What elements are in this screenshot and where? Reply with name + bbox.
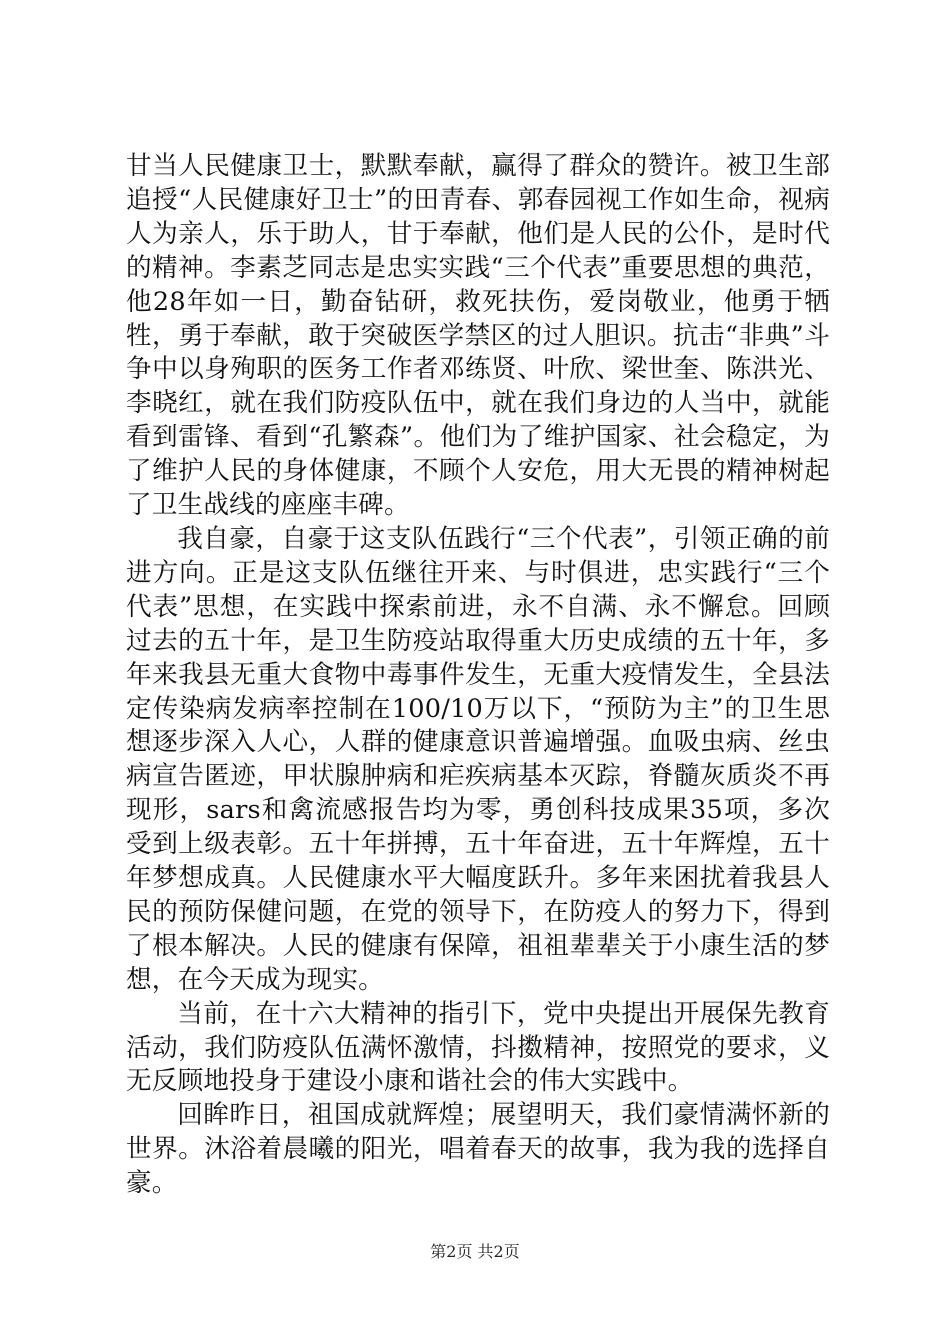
- document-body: [126, 150, 830, 1201]
- page-footer: [0, 1242, 950, 1262]
- paragraph-2: 我自豪，自豪于这支队伍践行“三个代表”，引领正确的前进方向。正是这支队伍继往开来、与时俱进，忠实践行“三个代表”思想，在实践中探索前进，永不自满、永不懈怠。回顾过去的五十年，是卫生防疫站取得重大历史成绩的五十年，多年来我县无重大食物中毒事件发生，无重大疫情发生，全县法定传染病发病率控制在100/10万以下，“预防为主”的卫生思想逐步深入人心，人群的健康意识普遍增强。血吸虫病、丝虫病宣告匿迹，甲状腺肿病和疟疾病基本灭踪，脊髓灰质炎不再现形，sars和禽流感报告均为零，勇创科技成果35项，多次受到上级表彰。五十年拼搏，五十年奋进，五十年辉煌，五十年梦想成真。人民健康水平大幅度跃升。多年来困扰着我县人民的预防保健问题，在党的领导下，在防疫人的努力下，得到了根本解决。人民的健康有保障，祖祖辈辈关于小康生活的梦想，在今天成为现实。: [126, 523, 830, 995]
- paragraph-3: 当前，在十六大精神的指引下，党中央提出开展保先教育活动，我们防疫队伍满怀激情，抖擞精神，按照党的要求，义无反顾地投身于建设小康和谐社会的伟大实践中。: [126, 998, 830, 1097]
- page-number-label: 第2页 共2页: [430, 1242, 520, 1261]
- paragraph-1: 甘当人民健康卫士，默默奉献，赢得了群众的赞许。被卫生部追授“人民健康好卫士”的田青春、郭春园视工作如生命，视病人为亲人，乐于助人，甘于奉献，他们是人民的公仆，是时代的精神。李素芝同志是忠实实践“三个代表”重要思想的典范，他28年如一日，勤奋钻研，救死扶伤，爱岗敬业，他勇于牺牲，勇于奉献，敢于突破医学禁区的过人胆识。抗击“非典”斗争中以身殉职的医务工作者邓练贤、叶欣、梁世奎、陈洪光、李晓红，就在我们防疫队伍中，就在我们身边的人当中，就能看到雷锋、看到“孔繁森”。他们为了维护国家、社会稳定，为了维护人民的身体健康，不顾个人安危，用大无畏的精神树起了卫生战线的座座丰碑。: [126, 151, 830, 521]
- paragraph-4: 回眸昨日，祖国成就辉煌；展望明天，我们豪情满怀新的世界。沐浴着晨曦的阳光，唱着春天的故事，我为我的选择自豪。: [126, 1100, 830, 1199]
